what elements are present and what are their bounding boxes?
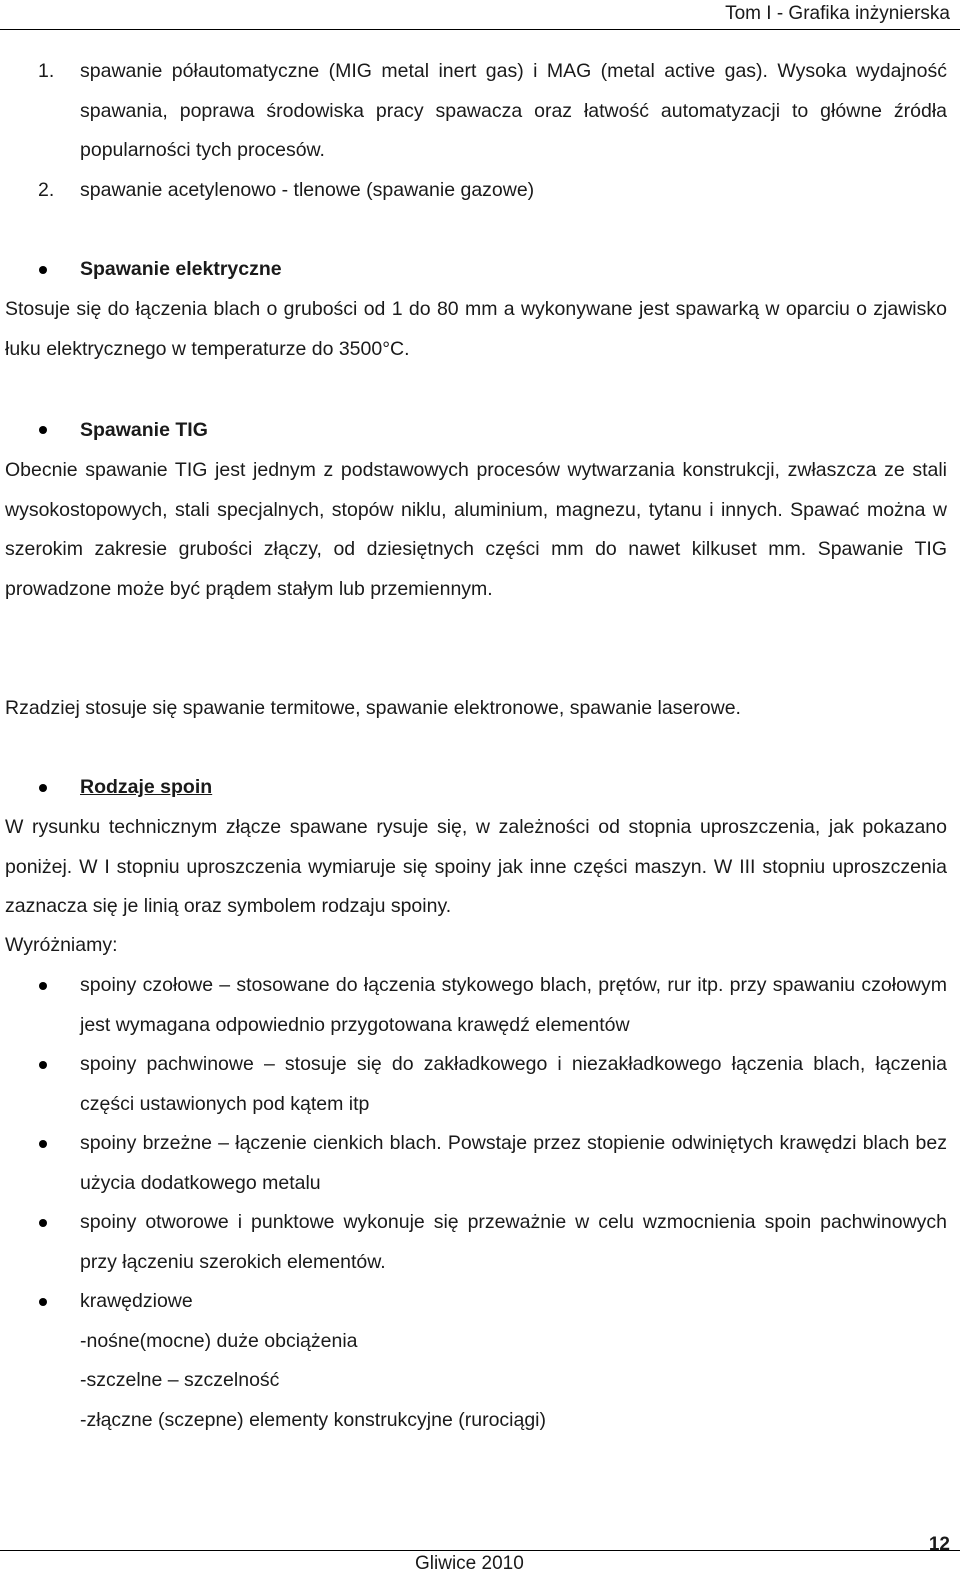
bullet-icon: [39, 1140, 47, 1148]
list-item: spawanie acetylenowo - tlenowe (spawanie gazowe): [80, 179, 535, 201]
sub-line: -nośne(mocne) duże obciążenia: [80, 1330, 358, 1352]
footer-rule: [0, 1550, 960, 1551]
sub-line: -szczelne – szczelność: [80, 1369, 280, 1391]
section-heading: Spawanie elektryczne: [80, 258, 282, 280]
sub-line: -złączne (sczepne) elementy konstrukcyjne (rurociągi): [80, 1409, 547, 1431]
bullet-icon: [39, 266, 47, 274]
intro-text: Wyróżniamy:: [5, 934, 118, 956]
list-item: spoiny czołowe – stosowane do łączenia stykowego blach, prętów, rur itp. przy spawaniu czołowym jest wymagana odpowiednio przygotowana krawędź elementów: [80, 974, 947, 1036]
paragraph: Rzadziej stosuje się spawanie termitowe, spawanie elektronowe, spawanie laserowe.: [5, 697, 741, 719]
page-number: 12: [928, 1534, 950, 1555]
list-item: spawanie półautomatyczne (MIG metal inert gas) i MAG (metal active gas). Wysoka wydajność spawania, poprawa środowiska pracy spawacza oraz łatwość automatyzacji to główne źródła popularności tych procesów.: [80, 60, 947, 161]
paragraph: Obecnie spawanie TIG jest jednym z podstawowych procesów wytwarzania konstrukcji, zwłaszcza ze stali wysokostopowych, stali specjalnych, stopów niklu, aluminium, magnezu, tytanu i innych. Spawać można w szerokim zakresie grubości złączy, od dziesiętnych części mm do nawet kilkuset mm. Spawanie TIG prowadzone może być prądem stałym lub przemiennym.: [5, 459, 947, 600]
page-header: Tom I - Grafika inżynierska: [725, 3, 950, 24]
list-number: 2.: [38, 179, 55, 201]
list-number: 1.: [38, 60, 55, 82]
list-item: spoiny pachwinowe – stosuje się do zakładkowego i niezakładkowego łączenia blach, łączenia części ustawionych pod kątem itp: [80, 1053, 947, 1115]
paragraph: W rysunku technicznym złącze spawane rysuje się, w zależności od stopnia uproszczenia, jak pokazano poniżej. W I stopniu uproszczenia wymiaruje się spoiny jak inne części maszyn. W III stopniu uproszczenia zaznacza się je linią oraz symbolem rodzaju spoiny.: [5, 816, 947, 917]
bullet-icon: [39, 1219, 47, 1227]
list-item: krawędziowe: [80, 1290, 193, 1312]
bullet-icon: [39, 426, 47, 434]
bullet-icon: [39, 982, 47, 990]
list-item: spoiny otworowe i punktowe wykonuje się przeważnie w celu wzmocnienia spoin pachwinowych przy łączeniu szerokich elementów.: [80, 1211, 947, 1273]
footer-place: Gliwice 2010: [415, 1553, 524, 1574]
bullet-icon: [39, 784, 47, 792]
header-rule: [0, 29, 960, 30]
section-heading: [80, 768, 947, 808]
paragraph: Stosuje się do łączenia blach o grubości od 1 do 80 mm a wykonywane jest spawarką w oparciu o zjawisko łuku elektrycznego w temperaturze do 3500°C.: [5, 298, 947, 360]
bullet-icon: [39, 1298, 47, 1306]
section-heading-text: Rodzaje spoin: [80, 776, 213, 798]
section-heading: Spawanie TIG: [80, 419, 208, 441]
list-item: spoiny brzeżne – łączenie cienkich blach. Powstaje przez stopienie odwiniętych krawędzi blach bez użycia dodatkowego metalu: [80, 1132, 947, 1194]
bullet-icon: [39, 1061, 47, 1069]
